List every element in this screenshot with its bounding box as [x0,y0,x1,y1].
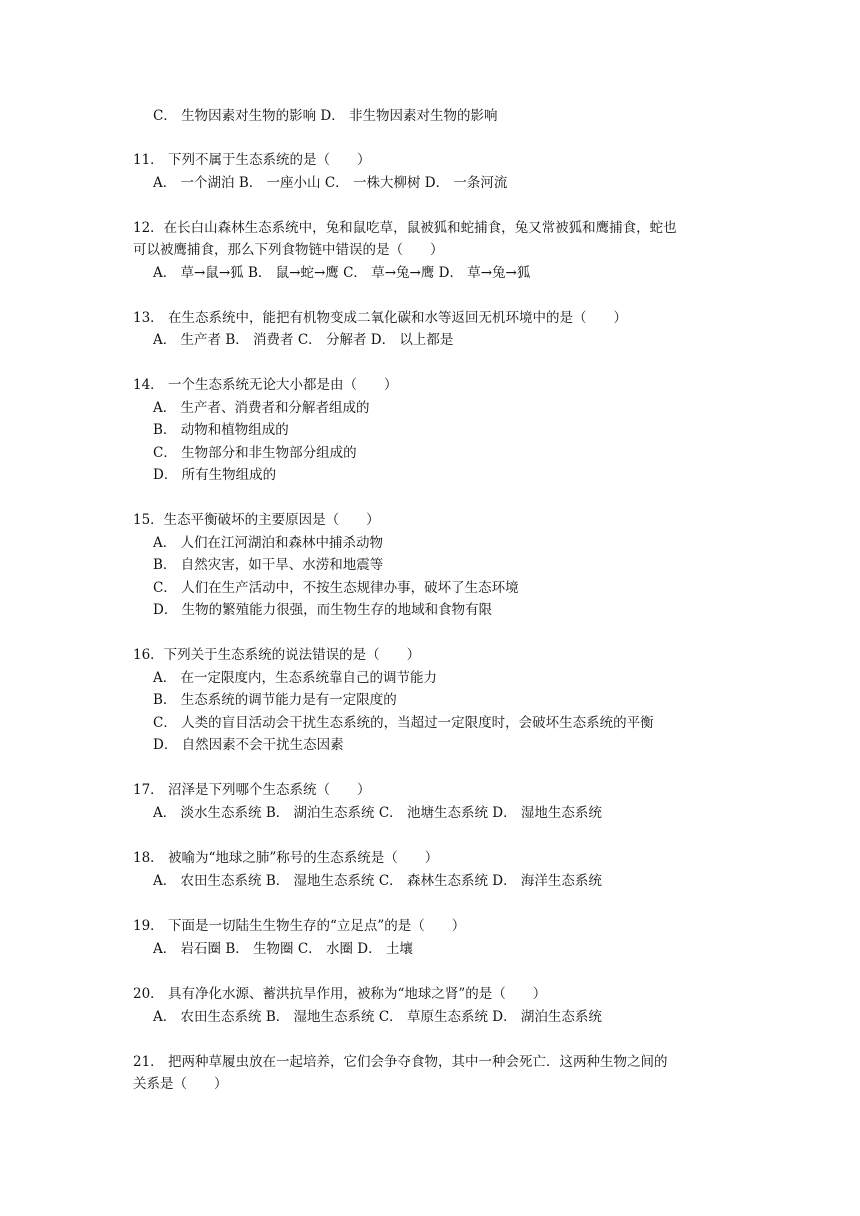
q21-stem-line1: 21． 把两种草履虫放在一起培养，它们会争夺食物，其中一种会死亡．这两种生物之间的 [133,1054,668,1070]
q16-option-b: B． 生态系统的调节能力是有一定限度的 [153,692,397,708]
q15-option-c: C． 人们在生产活动中，不按生态规律办事，破坏了生态环境 [153,580,519,596]
q14-option-c: C． 生物部分和非生物部分组成的 [153,445,357,461]
q12-stem-line1: 12．在长白山森林生态系统中，兔和鼠吃草，鼠被狐和蛇捕食，兔又常被狐和鹰捕食，蛇也 [133,220,677,236]
q20-options: A． 农田生态系统 B． 湿地生态系统 C． 草原生态系统 D． 湖泊生态系统 [153,1009,602,1025]
q15-option-d: D． 生物的繁殖能力很强，而生物生存的地域和食物有限 [153,602,493,618]
q18-options: A． 农田生态系统 B． 湿地生态系统 C． 森林生态系统 D． 海洋生态系统 [153,873,602,889]
q11-options: A． 一个湖泊 B． 一座小山 C． 一株大柳树 D． 一条河流 [153,175,508,191]
q12-options: A． 草→鼠→狐 B． 鼠→蛇→鹰 C． 草→兔→鹰 D． 草→兔→狐 [153,265,531,281]
q15-option-a: A． 人们在江河湖泊和森林中捕杀动物 [153,535,384,551]
q11-stem: 11． 下列不属于生态系统的是（ ） [133,152,371,168]
q14-option-a: A． 生产者、消费者和分解者组成的 [153,400,370,416]
q20-stem: 20． 具有净化水源、蓄洪抗旱作用，被称为“地球之肾”的是（ ） [133,986,547,1002]
q16-option-d: D． 自然因素不会干扰生态因素 [153,737,344,753]
q13-stem: 13． 在生态系统中，能把有机物变成二氧化碳和水等返回无机环境中的是（ ） [133,310,627,326]
q19-options: A． 岩石圈 B． 生物圈 C． 水圈 D． 土壤 [153,941,413,957]
q17-options: A． 淡水生态系统 B． 湖泊生态系统 C． 池塘生态系统 D． 湿地生态系统 [153,805,602,821]
q18-stem: 18． 被喻为“地球之肺”称号的生态系统是（ ） [133,850,439,866]
q12-stem-line2: 可以被鹰捕食，那么下列食物链中错误的是（ ） [133,242,444,258]
q14-stem: 14． 一个生态系统无论大小都是由（ ） [133,377,398,393]
q17-stem: 17． 沼泽是下列哪个生态系统（ ） [133,782,371,798]
q13-options: A． 生产者 B． 消费者 C． 分解者 D． 以上都是 [153,332,454,348]
q16-stem: 16．下列关于生态系统的说法错误的是（ ） [133,647,421,663]
q19-stem: 19． 下面是一切陆生生物生存的“立足点”的是（ ） [133,918,466,934]
q14-option-d: D． 所有生物组成的 [153,467,277,483]
q15-stem: 15．生态平衡破坏的主要原因是（ ） [133,512,380,528]
q16-option-a: A． 在一定限度内，生态系统靠自己的调节能力 [153,670,438,686]
q16-option-c: C． 人类的盲目活动会干扰生态系统的，当超过一定限度时，会破坏生态系统的平衡 [153,715,654,731]
q10-options-cd: C． 生物因素对生物的影响 D． 非生物因素对生物的影响 [153,108,498,124]
q21-stem-line2: 关系是（ ） [133,1076,228,1092]
q14-option-b: B． 动物和植物组成的 [153,422,289,438]
q15-option-b: B． 自然灾害，如干旱、水涝和地震等 [153,557,384,573]
